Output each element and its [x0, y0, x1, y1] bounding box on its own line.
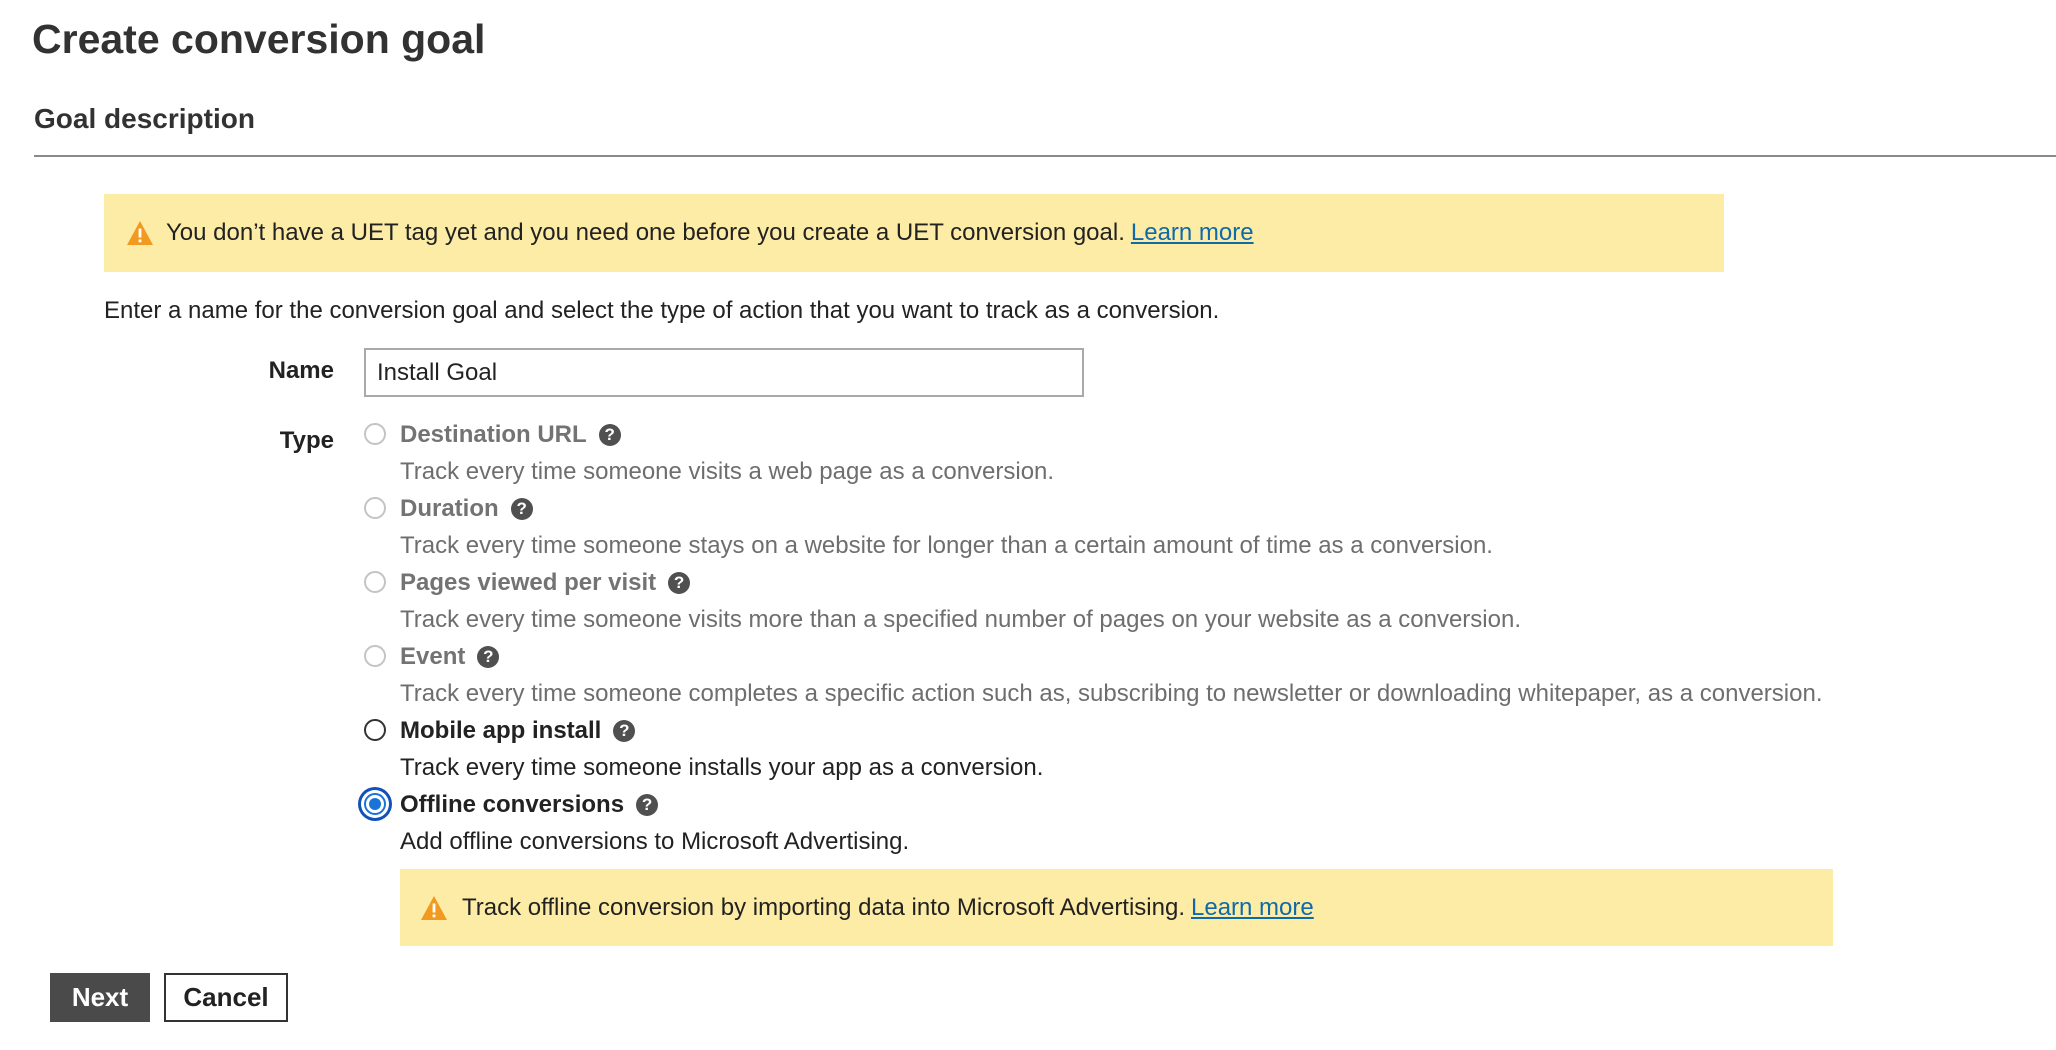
destination-url-radio [364, 423, 386, 445]
pages-viewed-radio [364, 571, 386, 593]
duration-description: Track every time someone stays on a website for longer than a certain amount of time as a conversion. [400, 532, 1493, 559]
destination-url-title: Destination URL [400, 421, 587, 448]
type-label: Type [279, 427, 334, 454]
pages-viewed-title: Pages viewed per visit [400, 569, 657, 596]
goal-name-input[interactable] [364, 348, 1084, 397]
uet-warning-banner [104, 194, 1724, 272]
warning-icon [126, 220, 154, 246]
cancel-button[interactable]: Cancel [164, 973, 288, 1022]
uet-learn-more-link[interactable]: Learn more [1130, 219, 1254, 246]
offline-conversions-description: Add offline conversions to Microsoft Advertising. [400, 828, 910, 855]
help-icon[interactable]: ? [668, 572, 690, 594]
help-icon[interactable]: ? [511, 498, 533, 520]
warning-icon [420, 895, 448, 921]
event-description: Track every time someone completes a specific action such as, subscribing to newsletter or downloading whitepaper, as a conversion. [400, 680, 1823, 707]
intro-text: Enter a name for the conversion goal and select the type of action that you want to track as a conversion. [104, 297, 1220, 324]
event-title: Event [400, 643, 466, 670]
offline-info-banner [400, 869, 1833, 946]
help-icon[interactable]: ? [613, 720, 635, 742]
mobile-app-install-title: Mobile app install [400, 717, 602, 744]
pages-viewed-description: Track every time someone visits more than a specified number of pages on your website as a conversion. [400, 606, 1521, 633]
name-label: Name [268, 357, 334, 384]
event-radio [364, 645, 386, 667]
offline-conversions-title: Offline conversions [400, 791, 625, 818]
mobile-app-install-radio[interactable] [364, 719, 386, 741]
duration-radio [364, 497, 386, 519]
next-button[interactable]: Next [50, 973, 150, 1022]
help-icon[interactable]: ? [477, 646, 499, 668]
offline-learn-more-link[interactable]: Learn more [1191, 893, 1314, 921]
destination-url-description: Track every time someone visits a web page as a conversion. [400, 458, 1055, 485]
help-icon[interactable]: ? [599, 424, 621, 446]
mobile-app-install-description: Track every time someone installs your app as a conversion. [400, 754, 1044, 781]
offline-info-text: Track offline conversion by importing data into Microsoft Advertising. [462, 893, 1185, 921]
page-title: Create conversion goal [32, 16, 486, 62]
help-icon[interactable]: ? [636, 794, 658, 816]
section-title: Goal description [34, 103, 255, 134]
section-divider [34, 155, 2056, 157]
duration-title: Duration [400, 495, 499, 522]
uet-warning-text: You don’t have a UET tag yet and you need one before you create a UET conversion goal. [166, 219, 1125, 246]
offline-conversions-radio[interactable] [364, 793, 386, 815]
